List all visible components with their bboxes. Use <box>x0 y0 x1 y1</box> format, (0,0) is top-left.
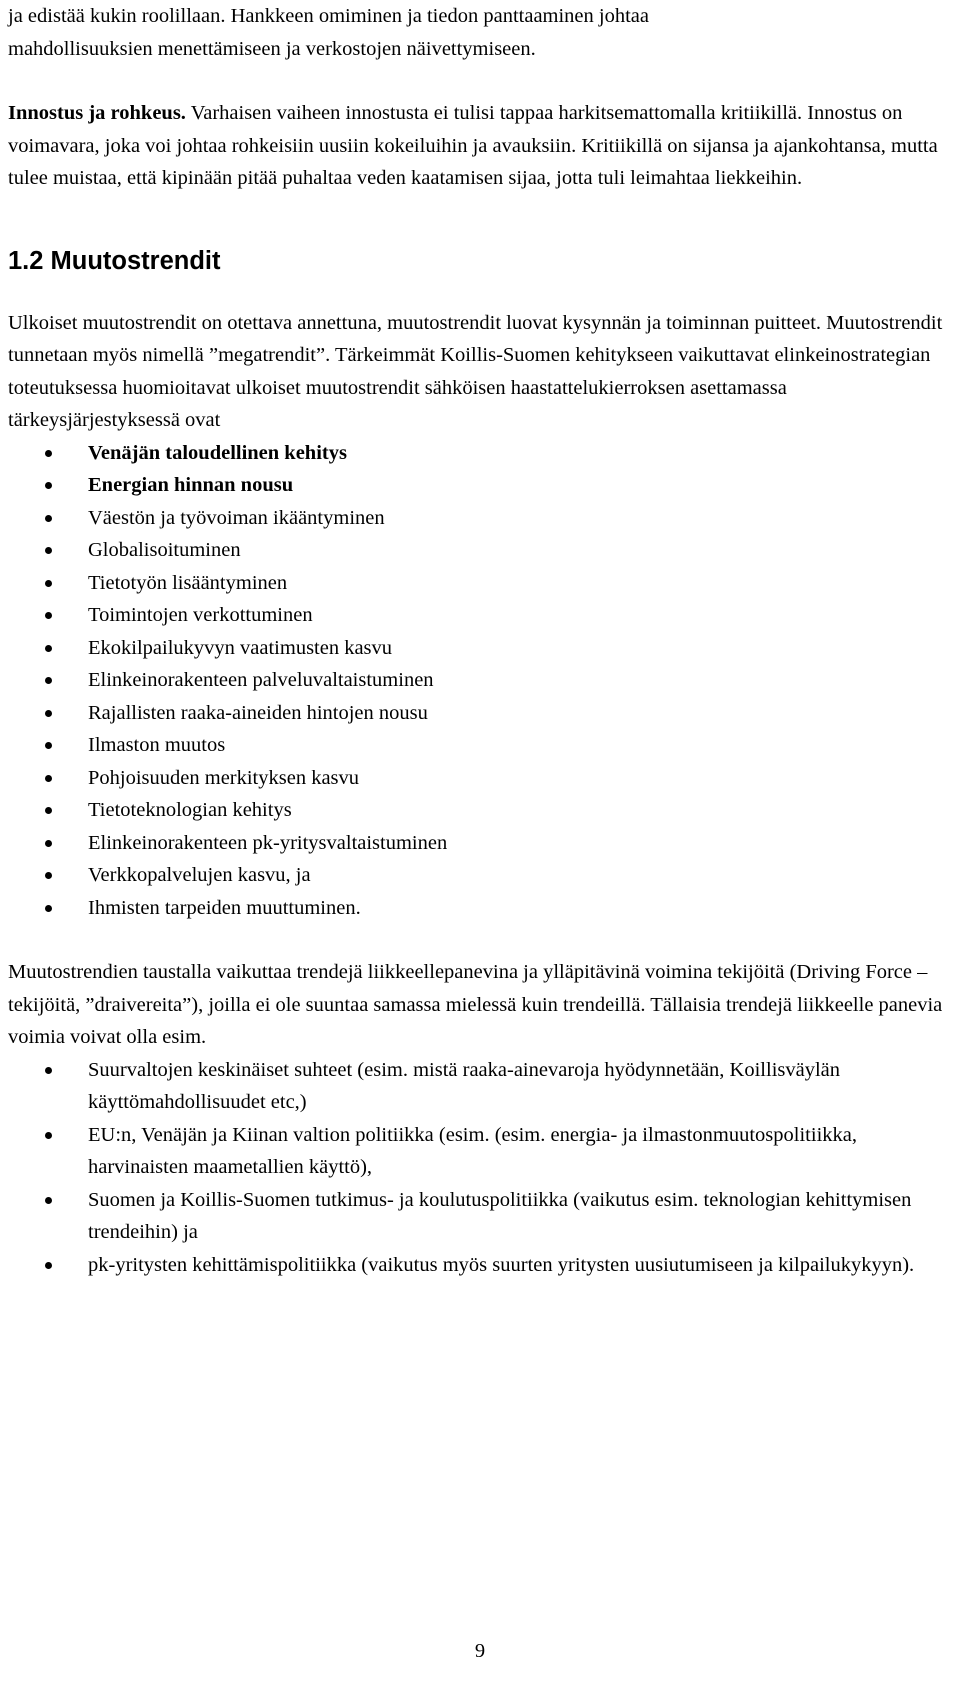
list-item <box>8 567 952 600</box>
list-item <box>8 859 952 892</box>
intro-line-1: ja edistää kukin roolillaan. Hankkeen omiminen ja tiedon panttaaminen johtaa <box>8 5 649 27</box>
list-item <box>8 794 952 827</box>
section-heading: 1.2 Muutostrendit <box>8 246 221 275</box>
page-number: 9 <box>474 1640 486 1662</box>
list-item-text: pk-yritysten kehittämispolitiikka (vaikutus myös suurten yritysten uusiutumiseen ja kilpailukykyyn). <box>88 1253 915 1276</box>
innostus-paragraph <box>8 97 952 195</box>
bullet-icon <box>45 710 52 717</box>
drivers-paragraph: Muutostrendien taustalla vaikuttaa trendejä liikkeellepanevina ja ylläpitävinä voimina tekijöitä (Driving Force –tekijöitä, ”draivereita”), joilla ei ole suuntaa samassa mielessä kuin trendeillä. Tällaisia trendejä liikkeelle panevia voimia voivat olla esim. <box>8 961 943 1048</box>
list-item <box>8 502 952 535</box>
list-item-text: Globalisoituminen <box>88 539 241 561</box>
bullet-icon <box>45 482 52 489</box>
list-item <box>8 697 952 730</box>
list-item-text: Ihmisten tarpeiden muuttuminen. <box>88 896 361 919</box>
list-item <box>8 632 952 665</box>
list-item-text: Energian hinnan nousu <box>88 474 294 496</box>
list-item-text: Suomen ja Koillis-Suomen tutkimus- ja koulutuspolitiikka (vaikutus esim. teknologian kehittymisen trendeihin) ja <box>88 1188 912 1243</box>
bullet-icon <box>45 645 52 652</box>
bullet-icon <box>45 872 52 879</box>
list-item-text: Tietoteknologian kehitys <box>88 799 292 821</box>
intro-paragraph <box>8 0 952 65</box>
innostus-text: Varhaisen vaiheen innostusta ei tulisi tappaa harkitsemattomalla kritiikillä. Innostus on voimavara, joka voi johtaa rohkeisiin uusiin kokeiluihin ja avauksiin. Kritiikillä on sijansa ja ajankohtansa, mutta tulee muistaa, että kipinään pitää puhaltaa veden kaatamisen sijaa, jotta tuli leimahtaa liekkeihin. <box>8 102 938 189</box>
list-item <box>8 534 952 567</box>
section-paragraph: Ulkoiset muutostrendit on otettava annettuna, muutostrendit luovat kysynnän ja toiminnan puitteet. Muutostrendit tunnetaan myös nimellä ”megatrendit”. Tärkeimmät Koillis-Suomen kehitykseen vaikuttavat elinkeinostrategian toteutuksessa huomioitavat ulkoiset muutostrendit sähköisen haastattelukierroksen asettamassa tärkeysjärjestyksessä ovat <box>8 311 943 431</box>
list-item-text: Venäjän taloudellinen kehitys <box>88 441 347 464</box>
list-item-text: EU:n, Venäjän ja Kiinan valtion politiikka (esim. (esim. energia- ja ilmastonmuutospolitiikka, harvinaisten maametallien käyttö), <box>88 1123 857 1178</box>
list-item-text: Elinkeinorakenteen palveluvaltaistuminen <box>88 669 434 691</box>
list-item <box>8 762 952 795</box>
bullet-icon <box>45 580 52 587</box>
bullet-icon <box>45 742 52 749</box>
list-item <box>8 469 952 502</box>
trend-list <box>8 437 952 925</box>
bullet-icon <box>45 840 52 847</box>
list-item-text: Verkkopalvelujen kasvu, ja <box>88 864 311 886</box>
list-item <box>8 892 952 925</box>
bullet-icon <box>45 515 52 522</box>
bullet-icon <box>45 807 52 814</box>
bullet-icon <box>45 1197 52 1204</box>
bullet-icon <box>45 1132 52 1139</box>
list-item <box>8 1249 952 1282</box>
bullet-icon <box>45 775 52 782</box>
list-item-text: Väestön ja työvoiman ikääntyminen <box>88 506 385 529</box>
list-item <box>8 729 952 762</box>
bullet-icon <box>45 547 52 554</box>
innostus-lead: Innostus ja rohkeus. <box>8 102 186 124</box>
list-item-text: Ekokilpailukyvyn vaatimusten kasvu <box>88 636 393 659</box>
list-item-text: Tietotyön lisääntyminen <box>88 571 288 594</box>
list-item-text: Suurvaltojen keskinäiset suhteet (esim. mistä raaka-ainevaroja hyödynnetään, Koillisväylän käyttömahdollisuudet etc,) <box>88 1058 841 1113</box>
bullet-icon <box>45 1067 52 1074</box>
bullet-icon <box>45 677 52 684</box>
list-item-text: Ilmaston muutos <box>88 734 226 756</box>
list-item-text: Rajallisten raaka-aineiden hintojen nousu <box>88 701 428 724</box>
bullet-icon <box>45 450 52 457</box>
list-item <box>8 827 952 860</box>
intro-line-2: mahdollisuuksien menettämiseen ja verkostojen näivettymiseen. <box>8 37 536 60</box>
list-item-text: Pohjoisuuden merkityksen kasvu <box>88 766 360 789</box>
list-item <box>8 664 952 697</box>
list-item <box>8 437 952 470</box>
bullet-icon <box>45 1262 52 1269</box>
list-item-text: Toimintojen verkottuminen <box>88 604 313 626</box>
list-item <box>8 1184 952 1249</box>
list-item-text: Elinkeinorakenteen pk-yritysvaltaistuminen <box>88 831 448 854</box>
bullet-icon <box>45 612 52 619</box>
list-item <box>8 1054 952 1119</box>
list-item <box>8 599 952 632</box>
drivers-list <box>8 1054 952 1282</box>
bullet-icon <box>45 905 52 912</box>
list-item <box>8 1119 952 1184</box>
document-page <box>8 0 952 1281</box>
